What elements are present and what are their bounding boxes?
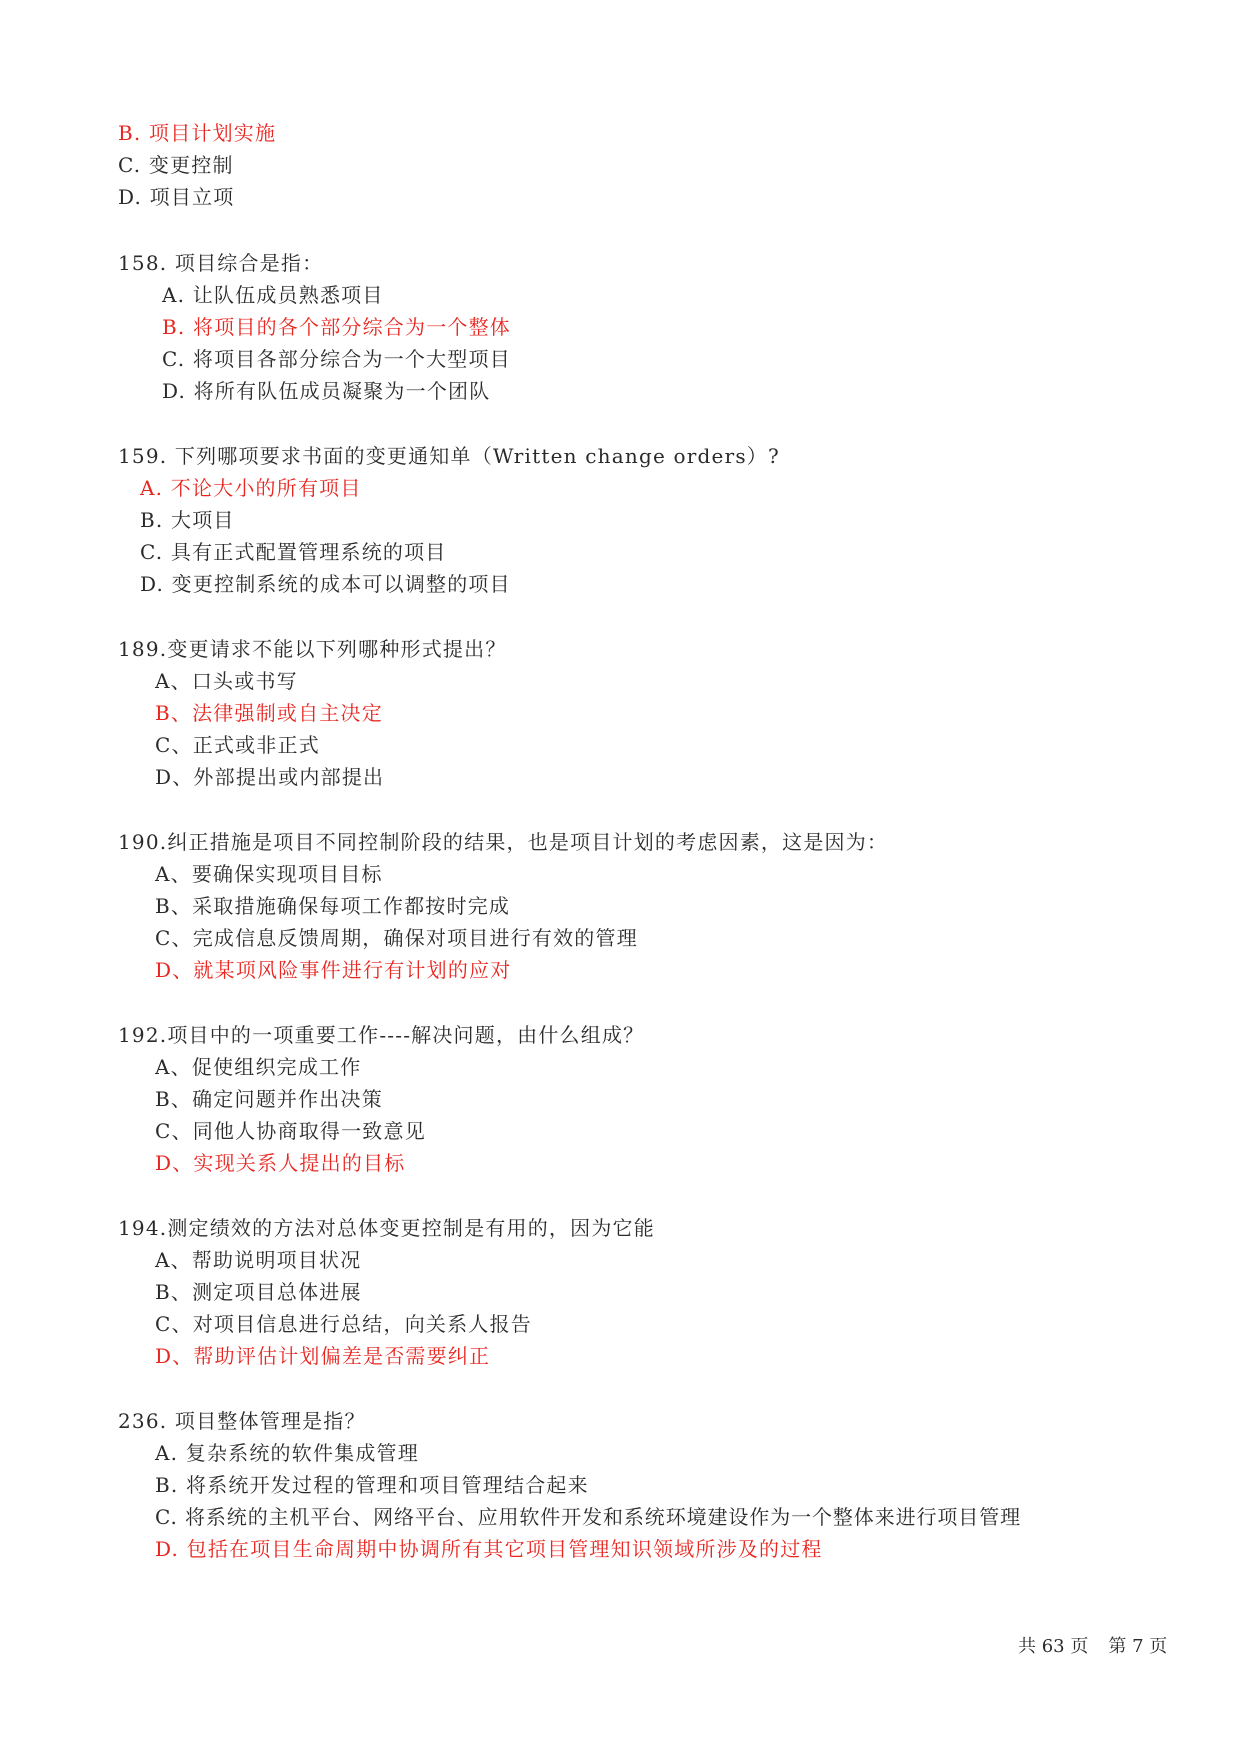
option-d-correct: D、实现关系人提出的目标 <box>155 1151 406 1175</box>
option-d-correct: D. 包括在项目生命周期中协调所有其它项目管理知识领域所涉及的过程 <box>155 1537 823 1561</box>
option-a: A、口头或书写 <box>155 669 298 693</box>
question-stem: 159. 下列哪项要求书面的变更通知单（Written change orders）? <box>118 444 780 468</box>
question-stem: 236. 项目整体管理是指？ <box>118 1409 366 1433</box>
option-b-correct: B. 将项目的各个部分综合为一个整体 <box>162 315 512 339</box>
option-b: B. 将系统开发过程的管理和项目管理结合起来 <box>155 1473 589 1497</box>
option-c: C、完成信息反馈周期，确保对项目进行有效的管理 <box>155 926 638 950</box>
question-stem: 158. 项目综合是指： <box>118 251 324 275</box>
option-b-correct: B、法律强制或自主决定 <box>155 701 383 725</box>
question-stem: 192.项目中的一项重要工作----解决问题，由什么组成？ <box>118 1023 645 1047</box>
option-d-correct: D、帮助评估计划偏差是否需要纠正 <box>155 1344 491 1368</box>
option-d: D. 将所有队伍成员凝聚为一个团队 <box>162 379 491 403</box>
option-a-correct: A. 不论大小的所有项目 <box>140 476 362 500</box>
option-c: C、正式或非正式 <box>155 733 320 757</box>
question-stem: 194.测定绩效的方法对总体变更控制是有用的，因为它能 <box>118 1216 655 1240</box>
option-c: C. 变更控制 <box>118 153 234 177</box>
option-c: C. 将项目各部分综合为一个大型项目 <box>162 347 511 371</box>
option-b: B、采取措施确保每项工作都按时完成 <box>155 894 511 918</box>
option-a: A、要确保实现项目目标 <box>155 862 383 886</box>
page-footer <box>1018 1635 1167 1659</box>
option-a: A. 复杂系统的软件集成管理 <box>155 1441 419 1465</box>
question-stem: 189.变更请求不能以下列哪种形式提出？ <box>118 637 507 661</box>
option-c: C. 具有正式配置管理系统的项目 <box>140 540 447 564</box>
total-pages: 共 63 页 <box>1018 1636 1089 1657</box>
option-c: C. 将系统的主机平台、网络平台、应用软件开发和系统环境建设作为一个整体来进行项目管理 <box>155 1505 1022 1529</box>
option-b-correct: B. 项目计划实施 <box>118 121 277 145</box>
option-b: B、确定问题并作出决策 <box>155 1087 383 1111</box>
option-c: C、对项目信息进行总结，向关系人报告 <box>155 1312 532 1336</box>
option-c: C、同他人协商取得一致意见 <box>155 1119 426 1143</box>
option-d: D. 项目立项 <box>118 185 235 209</box>
option-d: D. 变更控制系统的成本可以调整的项目 <box>140 572 511 596</box>
option-a: A. 让队伍成员熟悉项目 <box>162 283 384 307</box>
option-d: D、外部提出或内部提出 <box>155 765 385 789</box>
option-a: A、促使组织完成工作 <box>155 1055 362 1079</box>
current-page: 第 7 页 <box>1108 1636 1168 1657</box>
option-b: B、测定项目总体进展 <box>155 1280 362 1304</box>
option-b: B. 大项目 <box>140 508 235 532</box>
option-a: A、帮助说明项目状况 <box>155 1248 362 1272</box>
option-d-correct: D、就某项风险事件进行有计划的应对 <box>155 958 512 982</box>
question-stem: 190.纠正措施是项目不同控制阶段的结果，也是项目计划的考虑因素，这是因为： <box>118 830 889 854</box>
